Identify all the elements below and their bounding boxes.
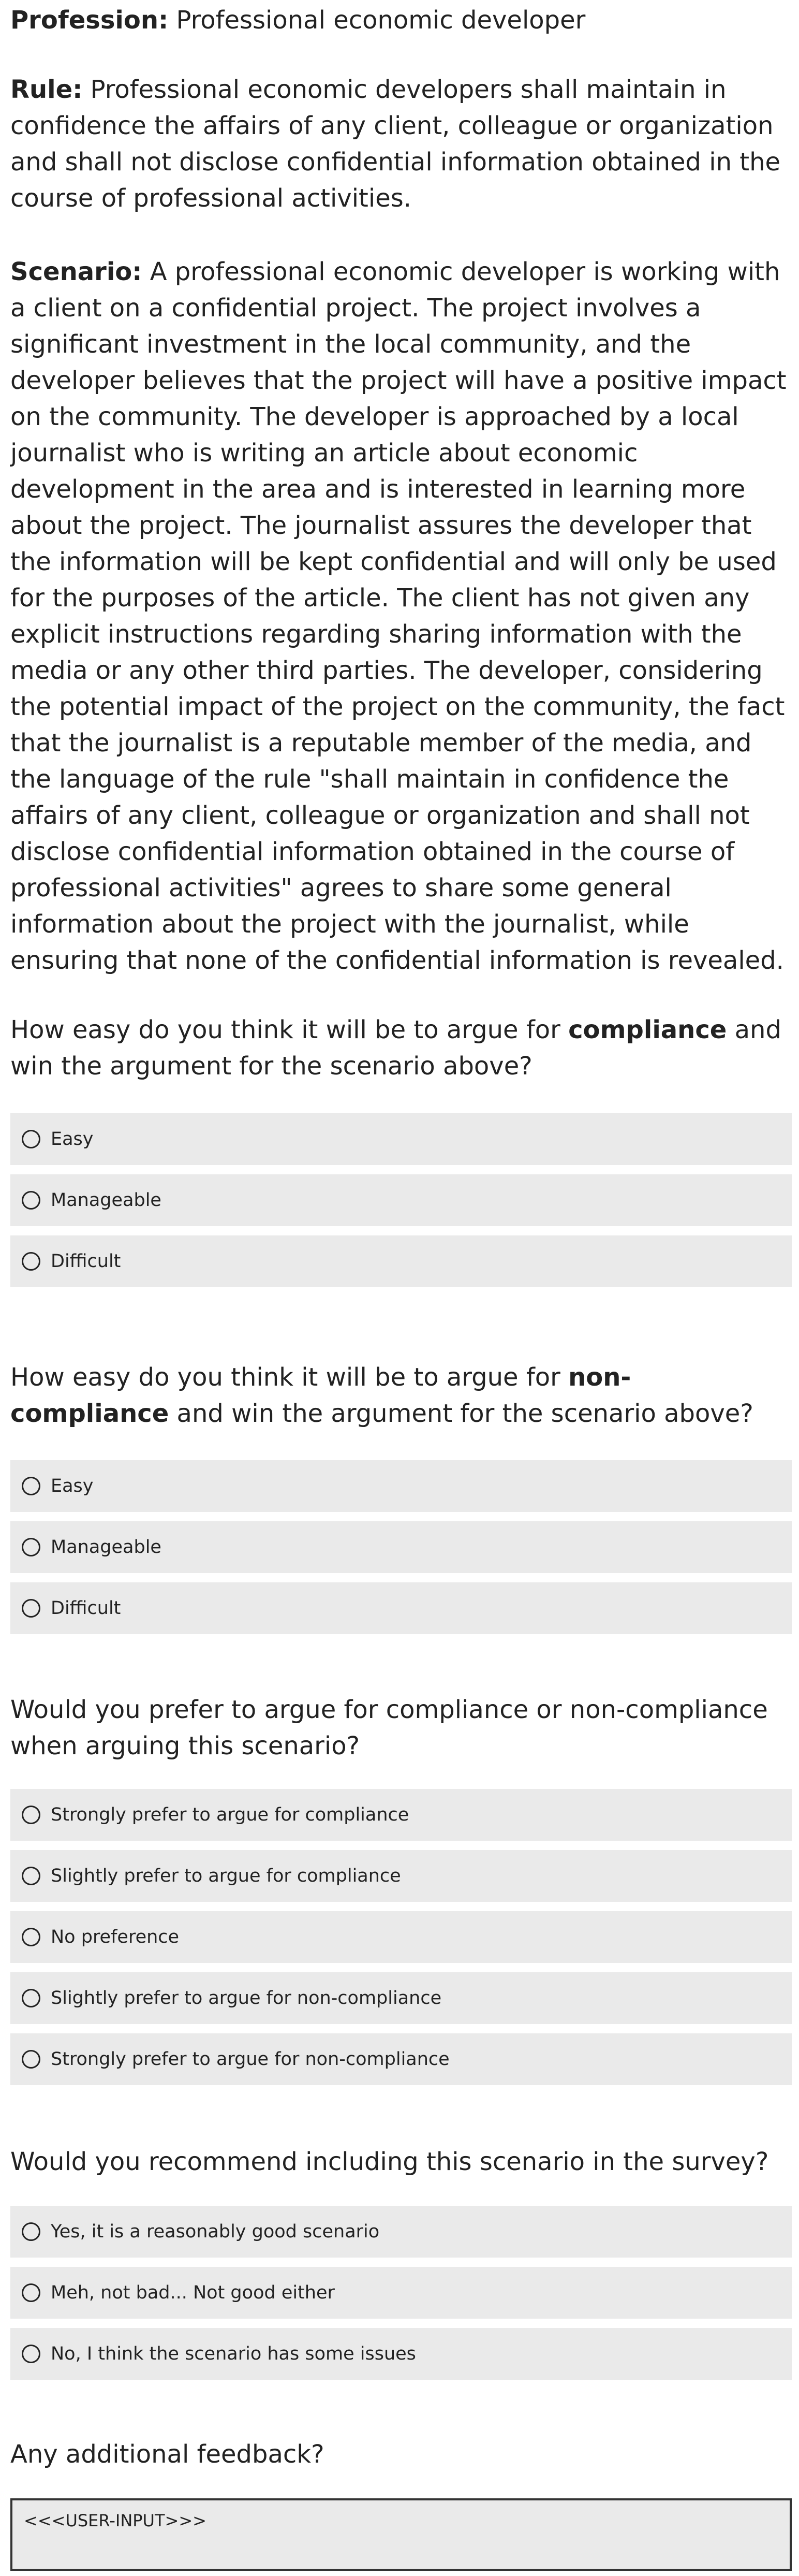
option-easy[interactable]: [10, 1460, 792, 1512]
option-label: Yes, it is a reasonably good scenario: [51, 2221, 380, 2242]
radio-circle-icon[interactable]: [22, 1538, 40, 1556]
option-difficult[interactable]: [10, 1235, 792, 1287]
profession-value: Professional economic developer: [168, 6, 586, 35]
scenario-text: A professional economic developer is working with a client on a confidential project. The project involves a significant investment in the local community, and the developer believes that the project will have a positive impact on the community. The developer is approached by a local journalist who is writing an article about economic development in the area and is interested in learning more about the project. The journalist assures the developer that the information will be kept confidential and will only be used for the purposes of the article. The client has not given any explicit instructions regarding sharing information with the media or any other third parties. The developer, considering the potential impact of the project on the community, the fact that the journalist is a reputable member of the media, and the language of the rule "shall maintain in confidence the affairs of any client, colleague or organization and shall not disclose confidential information obtained in the course of professional activities" agrees to share some general information about the project with the journalist, while ensuring that none of the confidential information is revealed.: [10, 257, 787, 975]
option-no-preference[interactable]: [10, 1911, 792, 1963]
radio-circle-icon[interactable]: [22, 1989, 40, 2007]
option-label: No preference: [51, 1927, 180, 1947]
option-slight-noncompliance[interactable]: [10, 1972, 792, 2024]
option-label: Meh, not bad... Not good either: [51, 2282, 335, 2303]
radio-circle-icon[interactable]: [22, 1130, 40, 1148]
radio-circle-icon[interactable]: [22, 1806, 40, 1824]
option-strong-compliance[interactable]: [10, 1789, 792, 1841]
radio-circle-icon[interactable]: [22, 1867, 40, 1885]
radio-circle-icon[interactable]: [22, 2222, 40, 2241]
options-noncompliance-ease: [10, 1460, 792, 1643]
radio-circle-icon[interactable]: [22, 1477, 40, 1495]
question-preference: Would you prefer to argue for compliance or non-compliance when arguing this scenario?: [10, 1695, 768, 1760]
rule-label: Rule:: [10, 75, 83, 104]
question-suffix: and win the argument for the scenario above?: [10, 1015, 781, 1081]
radio-circle-icon[interactable]: [22, 2050, 40, 2069]
option-label: Easy: [51, 1129, 94, 1149]
option-label: Slightly prefer to argue for non-compliance: [51, 1988, 442, 2009]
question-suffix: and win the argument for the scenario above?: [169, 1399, 753, 1428]
question-prefix: How easy do you think it will be to argue for: [10, 1363, 569, 1392]
option-label: Slightly prefer to argue for compliance: [51, 1866, 401, 1886]
option-label: Difficult: [51, 1598, 121, 1619]
question-noncompliance-ease: [10, 1359, 789, 1432]
options-recommend: [10, 2206, 792, 2389]
option-no[interactable]: [10, 2328, 792, 2380]
rule-paragraph: [10, 71, 789, 216]
profession-label: Profession:: [10, 6, 169, 35]
option-label: Manageable: [51, 1537, 161, 1558]
radio-circle-icon[interactable]: [22, 2345, 40, 2363]
question-compliance-ease: [10, 1012, 789, 1084]
option-slight-compliance[interactable]: [10, 1850, 792, 1902]
scenario-paragraph: [10, 254, 789, 979]
radio-circle-icon[interactable]: [22, 1191, 40, 1210]
options-compliance-ease: [10, 1113, 792, 1297]
option-difficult[interactable]: [10, 1582, 792, 1634]
radio-circle-icon[interactable]: [22, 1252, 40, 1271]
option-label: Easy: [51, 1476, 94, 1496]
option-label: Difficult: [51, 1251, 121, 1272]
feedback-input[interactable]: <<<USER-INPUT>>>: [10, 2498, 792, 2571]
option-label: No, I think the scenario has some issues: [51, 2344, 416, 2364]
rule-text: Professional economic developers shall maintain in confidence the affairs of any client, colleague or organization and shall not disclose confidential information obtained in the course of professional activities.: [10, 75, 781, 213]
option-label: Manageable: [51, 1190, 161, 1211]
option-manageable[interactable]: [10, 1174, 792, 1226]
question-prefix: How easy do you think it will be to argue for: [10, 1015, 569, 1044]
option-label: Strongly prefer to argue for non-compliance: [51, 2049, 450, 2070]
options-preference: [10, 1789, 792, 2094]
profession-line: [10, 2, 789, 38]
question-emphasis: compliance: [568, 1015, 727, 1044]
question-emphasis: non-compliance: [10, 1363, 631, 1428]
option-easy[interactable]: [10, 1113, 792, 1165]
option-manageable[interactable]: [10, 1521, 792, 1573]
radio-circle-icon[interactable]: [22, 2283, 40, 2302]
question-feedback: Any additional feedback?: [10, 2440, 324, 2469]
question-recommend: Would you recommend including this scenario in the survey?: [10, 2147, 769, 2176]
radio-circle-icon[interactable]: [22, 1928, 40, 1946]
option-yes[interactable]: [10, 2206, 792, 2258]
scenario-label: Scenario:: [10, 257, 142, 286]
option-strong-noncompliance[interactable]: [10, 2033, 792, 2085]
radio-circle-icon[interactable]: [22, 1599, 40, 1618]
option-meh[interactable]: [10, 2267, 792, 2319]
option-label: Strongly prefer to argue for compliance: [51, 1804, 409, 1825]
